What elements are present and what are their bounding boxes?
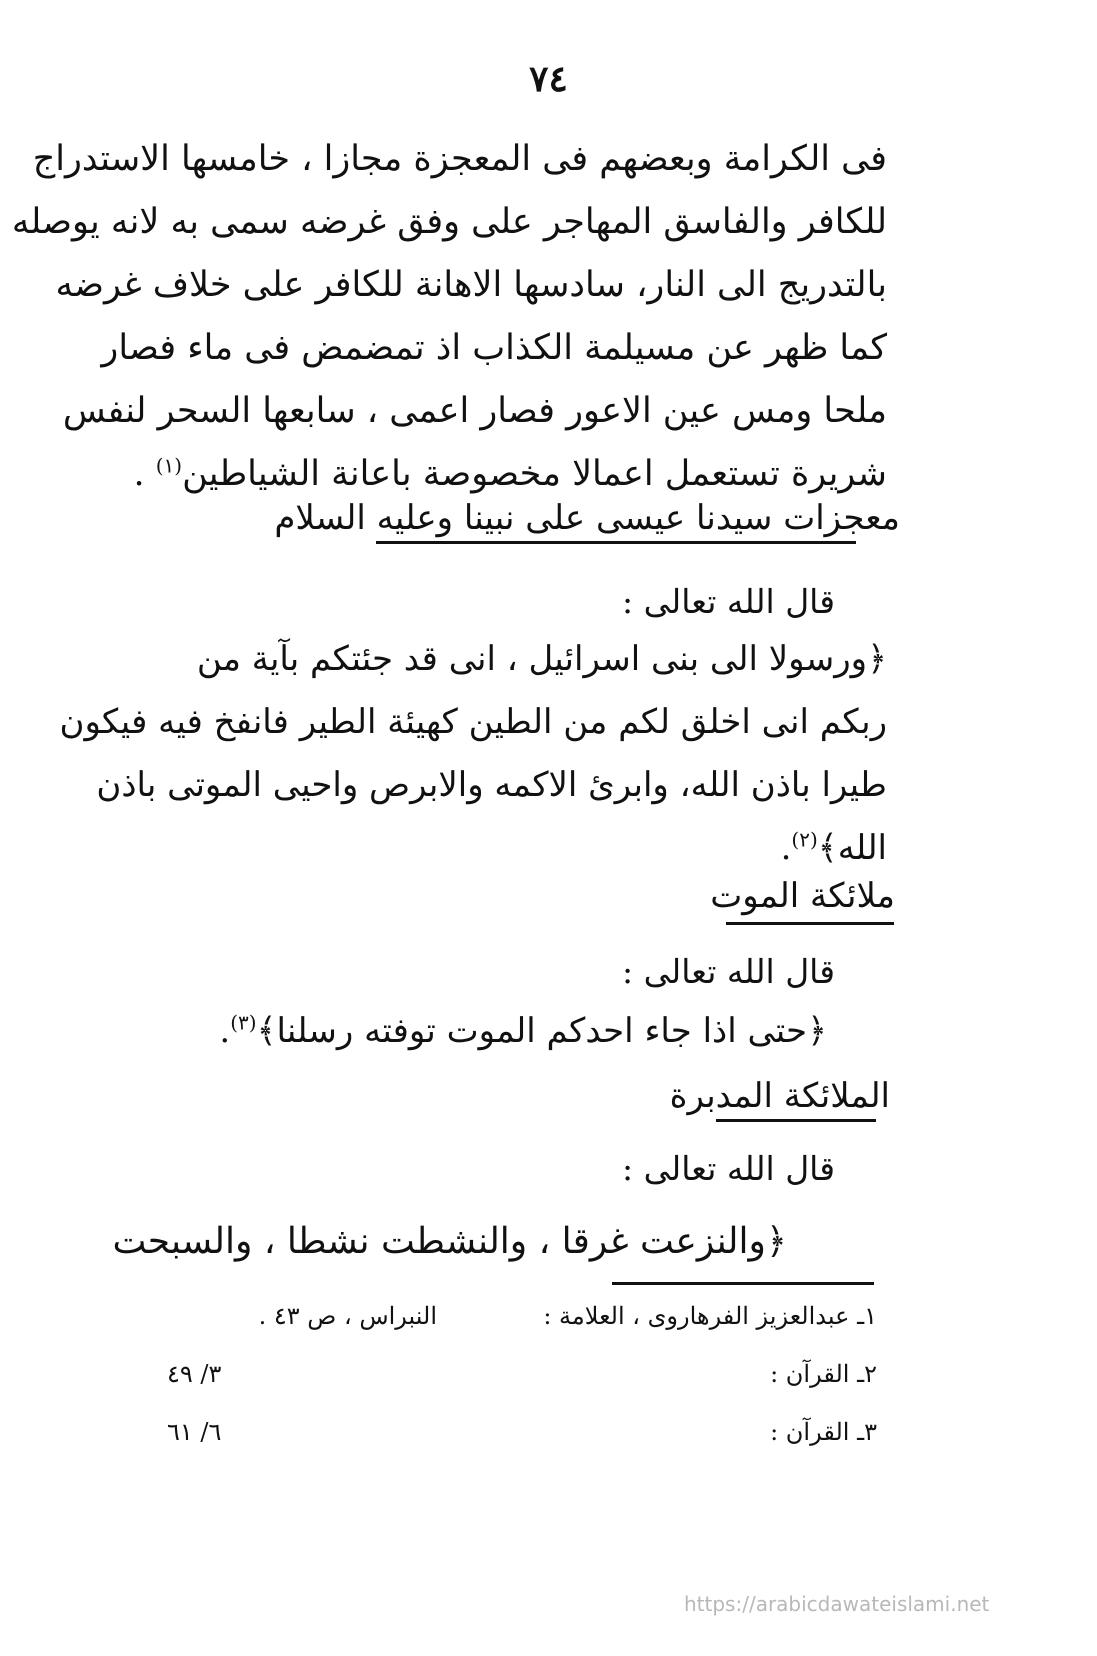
footnote-label: ٢ـ القرآن : <box>770 1360 877 1388</box>
watermark: https://arabicdawateislami.net <box>684 1592 990 1616</box>
footnote-ref-3: (٣) <box>230 1010 257 1035</box>
verse-line: ﴿والنزعت غرقا ، والنشطت نشطا ، والسبحت <box>112 1221 787 1262</box>
footnotes <box>167 1302 877 1476</box>
end-mark: . <box>219 1011 231 1051</box>
verse-line-last <box>147 817 887 880</box>
footnote-ref: ٣/ ٤٩ <box>167 1360 222 1388</box>
paragraph-1 <box>11 128 887 506</box>
footnote-item <box>167 1360 877 1418</box>
section-heading-managing-angels: الملائکة المدبرة <box>669 1076 890 1116</box>
footnote-label: ٣ـ القرآن : <box>770 1418 877 1446</box>
heading-underline <box>726 922 894 925</box>
heading-underline <box>716 1119 876 1122</box>
verse-line: ﴿ورسولا الی بنی اسرائیل ، انی قد جئتکم بآیة من <box>196 639 887 679</box>
footnote-source: النبراس ، ص ٤٣ . <box>258 1302 437 1330</box>
paragraph-line: کما ظهر عن مسیلمة الکذاب اذ تمضمض فی ماء فصار <box>101 328 887 368</box>
end-mark: . <box>780 828 792 868</box>
footnote-label: ١ـ عبدالعزیز الفرهاروی ، العلامة : <box>543 1302 877 1330</box>
paragraph-line: للکافر والفاسق المهاجر علی وفق غرضه سمی به لانه یوصله <box>11 202 887 242</box>
verse-line: الله﴾ <box>817 828 887 868</box>
verse-line: طیرا باذن الله، وابرئ الاکمه والابرص واحیی الموتی باذن <box>96 765 887 805</box>
quote-intro: قال الله تعالی : <box>622 582 835 621</box>
section-heading-isa-miracles: معجزات سیدنا عیسی علی نبینا وعلیه السلام <box>274 498 900 538</box>
quran-verse-1 <box>59 628 887 880</box>
quote-intro: قال الله تعالی : <box>622 1149 835 1188</box>
quran-verse-2 <box>147 1000 887 1063</box>
quote-intro: قال الله تعالی : <box>622 952 835 991</box>
footnote-ref-1: (١) <box>155 453 183 478</box>
verse-line: ﴿حتی اذا جاء احدکم الموت توفته رسلنا﴾ <box>256 1011 827 1051</box>
page-number: ٧٤ <box>529 58 568 100</box>
verse-line: ربکم انی اخلق لکم من الطین کهیئة الطیر فانفخ فیه فیکون <box>59 702 887 742</box>
paragraph-line: ملحا ومس عین الاعور فصار اعمی ، سابعها السحر لنفس <box>62 391 887 431</box>
heading-underline <box>376 541 856 544</box>
section-heading-angels-of-death: ملائکة الموت <box>710 876 895 916</box>
paragraph-line: فی الکرامة وبعضهم فی المعجزة مجازا ، خامسها الاستدراج <box>32 139 887 179</box>
footnote-separator <box>612 1282 874 1285</box>
footnote-item <box>177 1302 877 1360</box>
footnote-ref: ٦/ ٦١ <box>167 1418 222 1446</box>
footnote-ref-2: (٢) <box>791 827 818 852</box>
end-mark: . <box>133 454 156 494</box>
paragraph-line: شریرة تستعمل اعمالا مخصوصة باعانة الشیاطین <box>182 454 887 494</box>
paragraph-line: بالتدریج الی النار، سادسها الاهانة للکافر علی خلاف غرضه <box>55 265 887 305</box>
footnote-item <box>167 1418 877 1476</box>
quran-verse-3 <box>112 1210 887 1273</box>
